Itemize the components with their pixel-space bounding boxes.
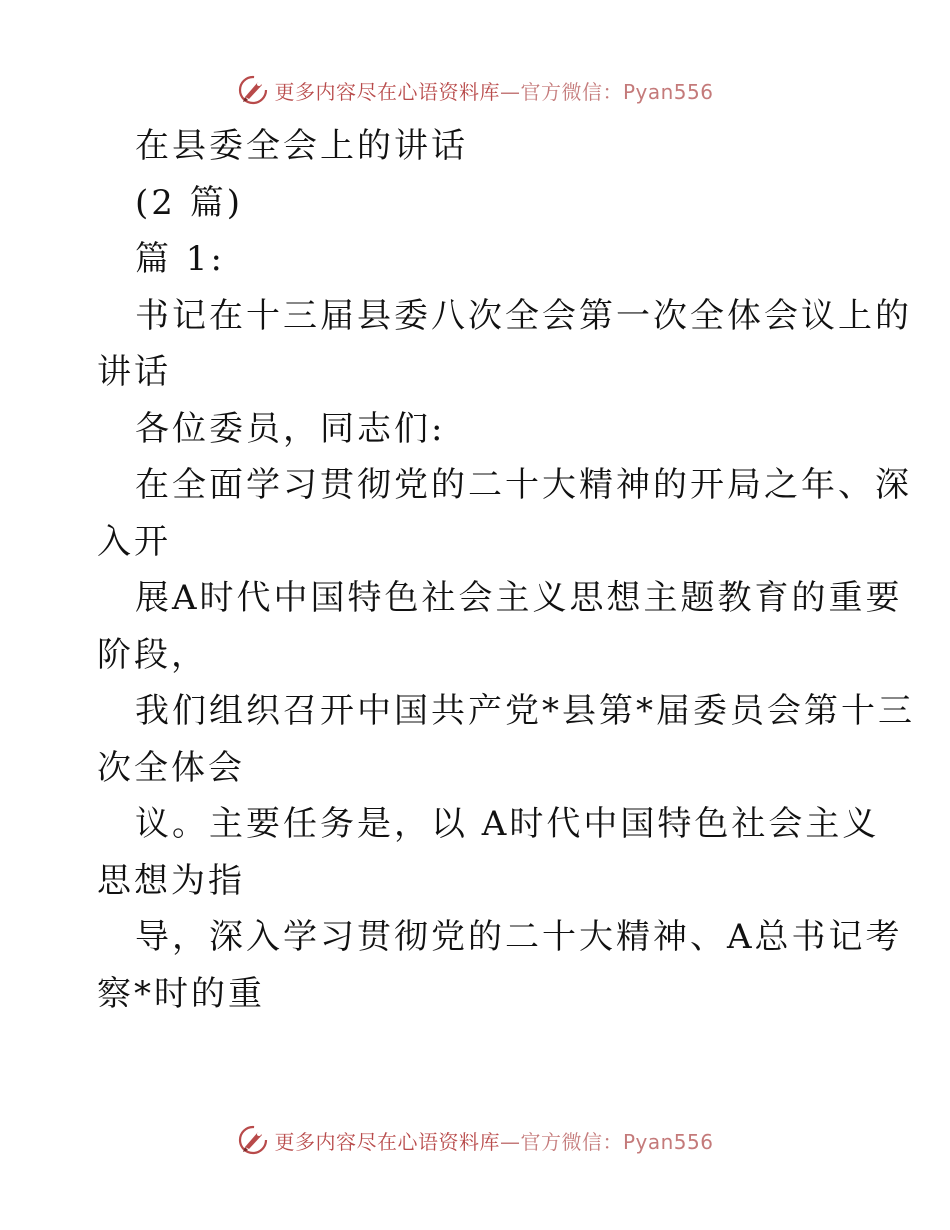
footer-watermark (0, 1120, 950, 1160)
watermark-site-text: 更多内容尽在心语资料库 (274, 1129, 500, 1154)
document-line: 入开 (97, 521, 171, 562)
watermark-wechat-text: —官方微信：Pyan556 (499, 79, 714, 104)
document-line: (2 篇) (135, 182, 243, 223)
document-line: 讲话 (97, 352, 171, 392)
quill-pen-logo-icon (236, 1123, 270, 1157)
document-line: 察*时的重 (97, 973, 265, 1014)
document-line: 次全体会 (97, 747, 245, 788)
document-line: 议。主要任务是，以 A时代中国特色社会主义 (135, 804, 880, 844)
document-body (97, 118, 915, 1022)
watermark-wechat-text: —官方微信：Pyan556 (499, 1129, 714, 1154)
document-line: 展A时代中国特色社会主义思想主题教育的重要 (135, 578, 903, 618)
document-line: 书记在十三届县委八次全会第一次全体会议上的 (135, 295, 912, 336)
quill-pen-logo-icon (236, 73, 270, 107)
document-line: 导，深入学习贯彻党的二十大精神、A总书记考 (135, 917, 903, 957)
document-line: 我们组织召开中国共产党*县第*届委员会第十三 (135, 691, 915, 731)
document-line: 篇 1: (135, 239, 225, 279)
document-line: 阶段， (97, 634, 208, 675)
document-line: 各位委员，同志们: (135, 408, 446, 449)
header-watermark (0, 70, 950, 110)
document-line: 思想为指 (97, 860, 245, 901)
document-line: 在全面学习贯彻党的二十大精神的开局之年、深 (135, 465, 912, 505)
document-title: 在县委全会上的讲话 (135, 126, 468, 166)
watermark-site-text: 更多内容尽在心语资料库 (274, 79, 500, 104)
